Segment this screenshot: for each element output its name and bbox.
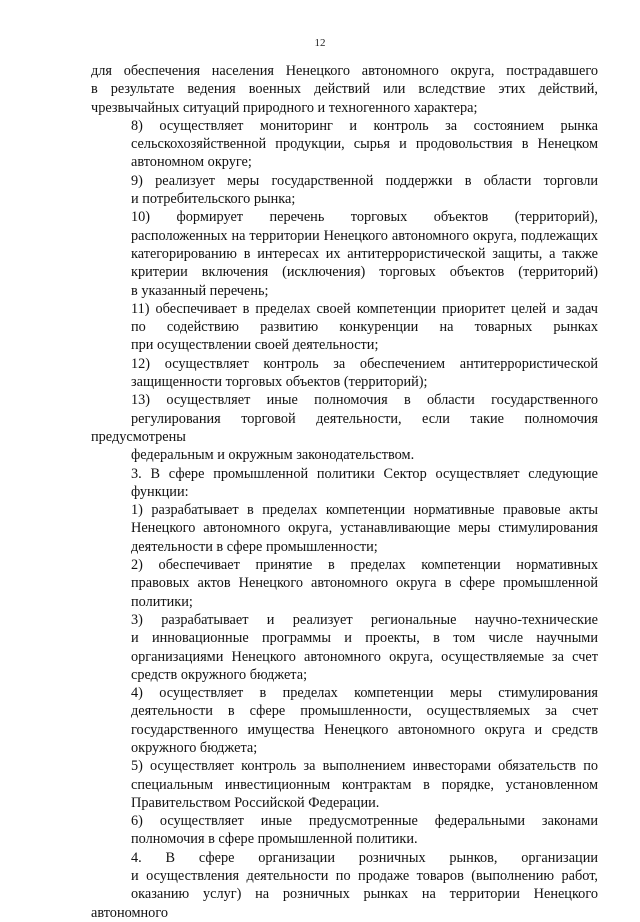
text-line: 5) осуществляет контроль за выполнением инвесторами обязательств по: [131, 758, 598, 775]
paragraph: [91, 391, 598, 464]
text-line: средств окружного бюджета;: [131, 666, 308, 683]
paragraph: [91, 611, 598, 684]
text-line: политики;: [131, 593, 193, 610]
text-line: и инновационные программы и проекты, в том числе научными: [131, 630, 598, 647]
paragraph: [91, 501, 598, 556]
text-line: 4. В сфере организации розничных рынков, организации: [131, 849, 598, 866]
text-line: полномочия в сфере промышленной политики.: [131, 831, 418, 848]
text-line: государственного имущества Ненецкого автономного округа и средств: [131, 721, 598, 738]
text-line: 1) разрабатывает в пределах компетенции нормативные правовые акты: [131, 502, 598, 519]
paragraph: [91, 117, 598, 172]
text-line: окружного бюджета;: [131, 739, 258, 756]
text-line: Ненецкого автономного округа, устанавливающие меры стимулирования: [131, 520, 598, 537]
document-body: [91, 62, 598, 922]
text-line: расположенных на территории Ненецкого автономного округа, подлежащих: [131, 227, 598, 244]
text-line: 10) формирует перечень торговых объектов (территорий),: [131, 209, 598, 226]
text-line: и осуществления деятельности по продаже товаров (выполнению работ,: [131, 868, 598, 885]
text-line: регулирования торговой деятельности, если такие полномочия предусмотрены: [91, 410, 598, 445]
paragraph: [91, 355, 598, 392]
paragraph: [91, 556, 598, 611]
text-line: категорированию в интересах их антитеррористической защиты, а также: [131, 245, 598, 262]
text-line: сельскохозяйственной продукции, сырья и продовольствия в Ненецком: [131, 136, 598, 153]
text-line: организациями Ненецкого автономного округа, осуществляемые за счет: [131, 648, 598, 665]
text-line: критерии включения (исключения) торговых объектов (территорий): [131, 264, 598, 281]
text-line: федеральным и окружным законодательством.: [131, 447, 415, 464]
text-line: правовых актов Ненецкого автономного округа в сфере промышленной: [131, 575, 598, 592]
text-line: деятельности в сфере промышленности;: [131, 538, 378, 555]
paragraph: [91, 757, 598, 812]
text-line: по содействию развитию конкуренции на товарных рынках: [131, 319, 598, 336]
text-line: 3) разрабатывает и реализует региональные научно-технические: [131, 611, 598, 628]
text-line: 6) осуществляет иные предусмотренные федеральными законами: [131, 813, 598, 830]
text-line: в указанный перечень;: [131, 282, 269, 299]
paragraph: [91, 465, 598, 502]
text-line: 13) осуществляет иные полномочия в области государственного: [131, 392, 598, 409]
text-line: автономном округе;: [131, 154, 252, 171]
paragraph: [91, 684, 598, 757]
text-line: для обеспечения населения Ненецкого автономного округа, пострадавшего: [91, 63, 598, 79]
text-line: специальным инвестиционным контрактам в порядке, установленном: [131, 776, 598, 793]
text-line: оказанию услуг) на розничных рынках на территории Ненецкого автономного: [91, 886, 598, 921]
text-line: 8) осуществляет мониторинг и контроль за состоянием рынка: [131, 117, 598, 134]
text-line: 4) осуществляет в пределах компетенции меры стимулирования: [131, 685, 598, 702]
text-line: 2) обеспечивает принятие в пределах компетенции нормативных: [131, 557, 598, 574]
text-line: 3. В сфере промышленной политики Сектор осуществляет следующие: [131, 465, 598, 482]
text-line: 9) реализует меры государственной поддержки в области торговли: [131, 172, 598, 189]
text-line: чрезвычайных ситуаций природного и техногенного характера;: [91, 99, 478, 116]
paragraph: [91, 208, 598, 299]
text-line: защищенности торговых объектов (территорий);: [131, 374, 428, 391]
text-line: 12) осуществляет контроль за обеспечением антитеррористической: [131, 355, 598, 372]
text-line: деятельности в сфере промышленности, осуществляемых за счет: [131, 703, 598, 720]
paragraph: [91, 172, 598, 209]
text-line: и потребительского рынка;: [131, 191, 296, 208]
text-line: 11) обеспечивает в пределах своей компетенции приоритет целей и задач: [131, 300, 598, 317]
text-line: при осуществлении своей деятельности;: [131, 337, 379, 354]
paragraph: [91, 849, 598, 922]
paragraph: [91, 812, 598, 849]
paragraph: [91, 62, 598, 117]
text-line: в результате ведения военных действий или вследствие этих действий,: [91, 81, 598, 98]
paragraph: [91, 300, 598, 355]
text-line: функции:: [131, 483, 189, 500]
text-line: Правительством Российской Федерации.: [131, 794, 380, 811]
page-number: 12: [314, 37, 326, 49]
